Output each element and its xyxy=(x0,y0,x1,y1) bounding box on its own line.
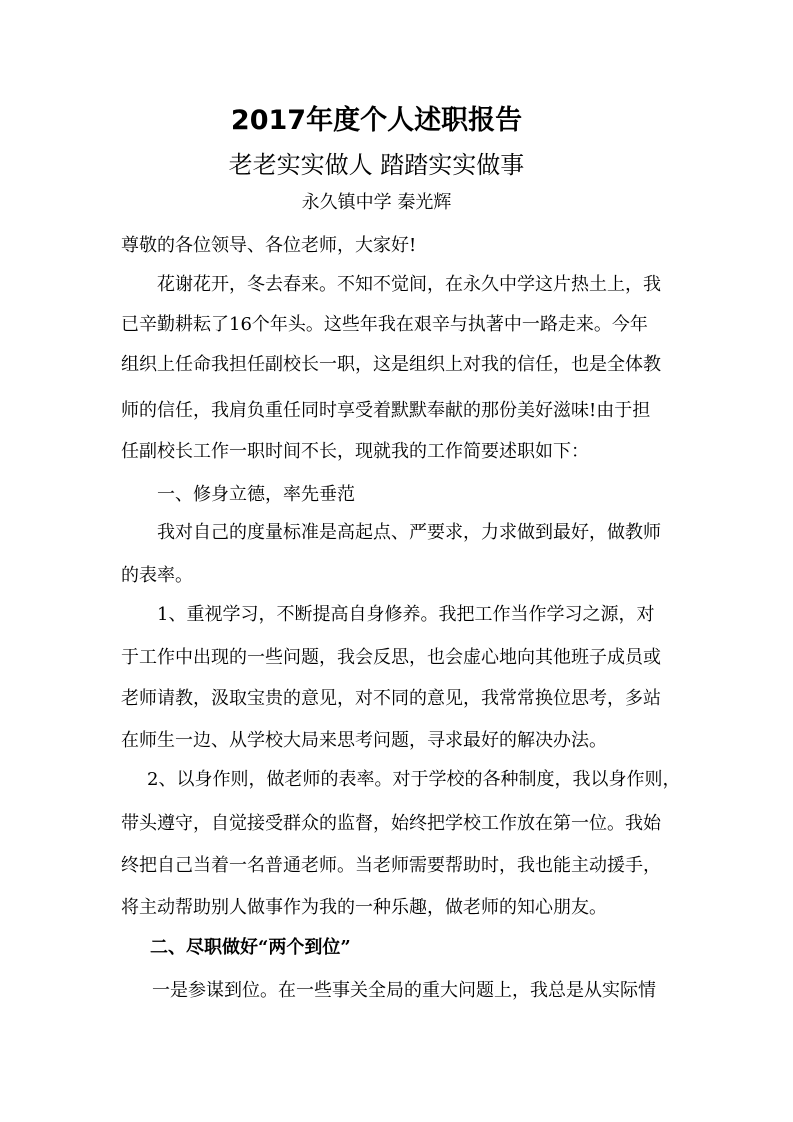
body-line: 老师请教，汲取宝贵的意见，对不同的意见，我常常换位思考，多站 xyxy=(121,688,661,709)
body-line: 师的信任，我肩负重任同时享受着默默奉献的那份美好滋味!由于担 xyxy=(121,400,651,421)
document-subtitle: 老老实实做人 踏踏实实做事 xyxy=(228,151,525,179)
body-line: 已辛勤耕耘了16个年头。这些年我在艰辛与执著中一路走来。今年 xyxy=(121,314,648,335)
author-line: 永久镇中学 秦光辉 xyxy=(301,192,452,213)
body-line: 花谢花开，冬去春来。不知不觉间，在永久中学这片热土上，我 xyxy=(157,274,661,295)
body-line: 在师生一边、从学校大局来思考问题，寻求最好的解决办法。 xyxy=(121,730,607,751)
body-line: 带头遵守，自觉接受群众的监督，始终把学校工作放在第一位。我始 xyxy=(121,813,661,834)
body-line: 的表率。 xyxy=(121,565,193,586)
document-title: 2017年度个人述职报告 xyxy=(230,105,523,136)
salutation-line: 尊敬的各位领导、各位老师，大家好! xyxy=(121,235,417,256)
body-line: 一是参谋到位。在一些事关全局的重大问题上，我总是从实际情 xyxy=(152,980,656,1001)
body-line: 将主动帮助别人做事作为我的一种乐趣，做老师的知心朋友。 xyxy=(121,897,607,918)
body-line: 终把自己当着一名普通老师。当老师需要帮助时，我也能主动援手， xyxy=(121,855,661,876)
body-line: 我对自己的度量标准是高起点、严要求，力求做到最好，做教师 xyxy=(157,522,661,543)
body-line: 于工作中出现的一些问题，我会反思，也会虚心地向其他班子成员或 xyxy=(121,647,661,668)
body-line: 任副校长工作一职时间不长，现就我的工作简要述职如下： xyxy=(121,441,589,462)
body-line: 2、以身作则，做老师的表率。对于学校的各种制度，我以身作则， xyxy=(147,769,681,790)
body-line: 组织上任命我担任副校长一职，这是组织上对我的信任，也是全体教 xyxy=(121,354,661,375)
section-heading-2: 二、尽职做好“两个到位” xyxy=(150,937,351,958)
section-heading-1: 一、修身立德，率先垂范 xyxy=(157,484,355,505)
body-line: 1、重视学习，不断提高自身修养。我把工作当作学习之源，对 xyxy=(157,604,655,625)
